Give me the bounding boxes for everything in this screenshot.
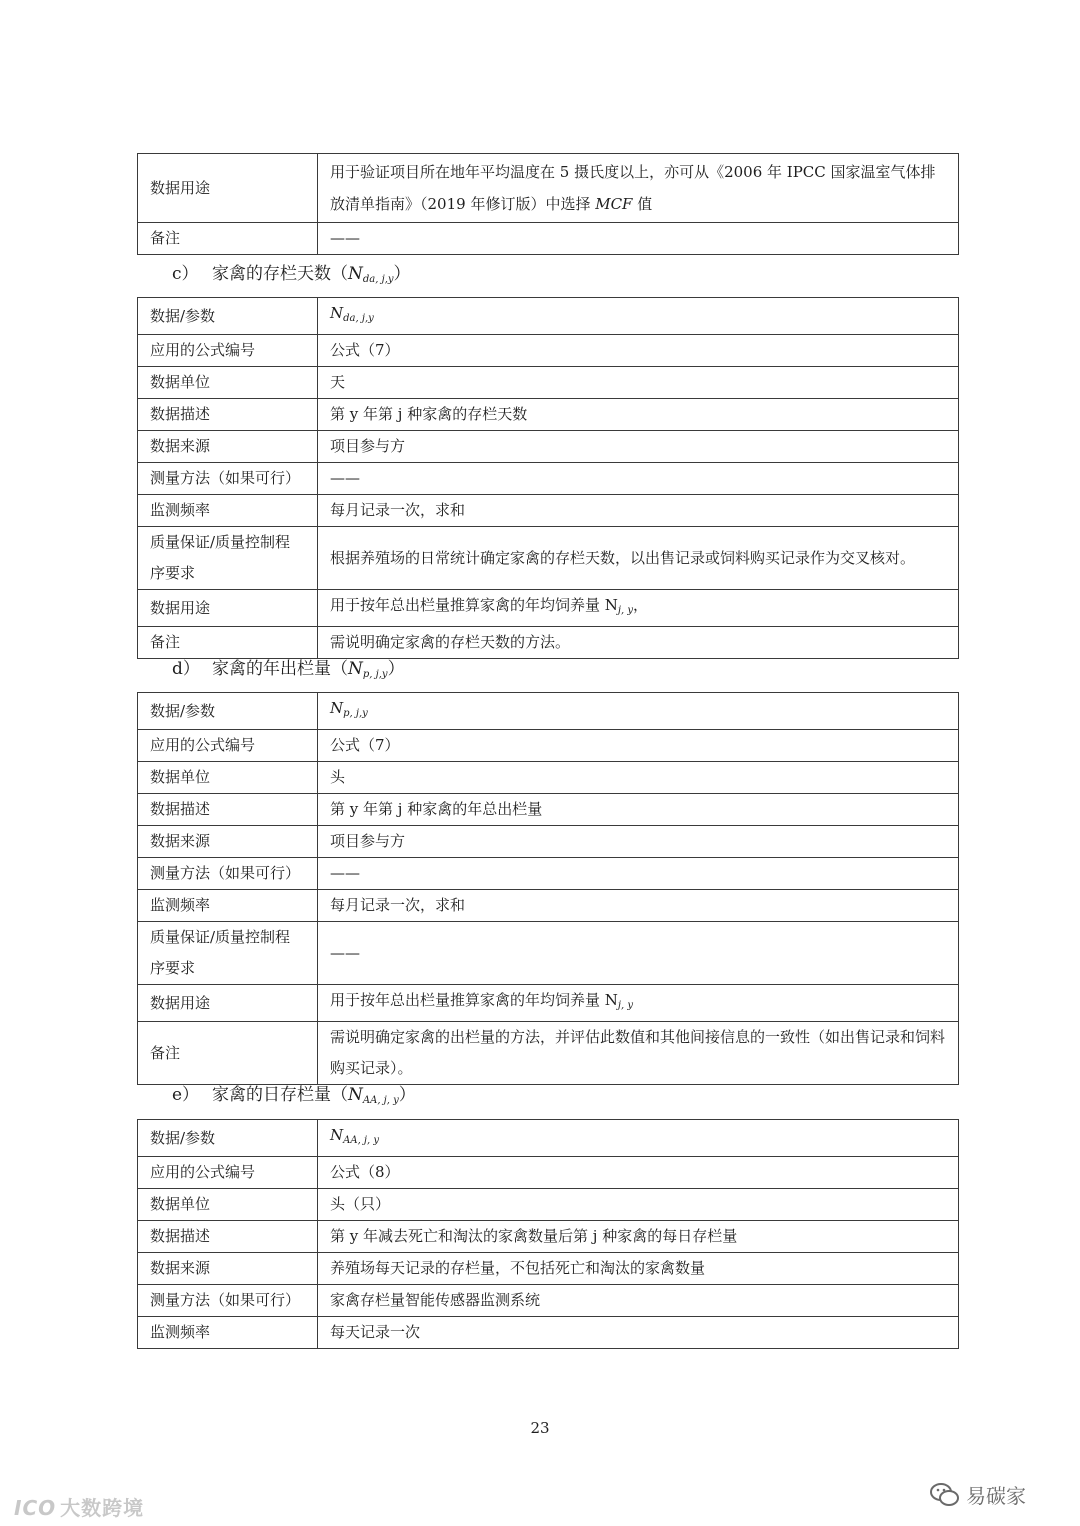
- row-value: [318, 298, 959, 335]
- table-row: [138, 922, 959, 985]
- row-key: 数据单位: [138, 1189, 318, 1221]
- row-value: [318, 590, 959, 627]
- row-key: 数据单位: [138, 367, 318, 399]
- table-row: [138, 985, 959, 1022]
- row-value: 公式（7）: [318, 335, 959, 367]
- row-value: 项目参与方: [318, 826, 959, 858]
- row-key: 测量方法（如果可行）: [138, 1285, 318, 1317]
- section-letter: e）: [172, 1085, 200, 1105]
- table-row: [138, 590, 959, 627]
- param-symbol: N: [330, 1126, 344, 1144]
- row-key: 数据来源: [138, 826, 318, 858]
- row-key: 监测频率: [138, 1317, 318, 1349]
- param-subscript: AA, j, y: [343, 1135, 380, 1146]
- usage-subscript: j, y: [617, 1000, 634, 1011]
- section-symbol: N: [348, 264, 363, 284]
- table-row: [138, 1157, 959, 1189]
- table-row: [138, 826, 959, 858]
- page-number: 23: [530, 1419, 550, 1437]
- table-row: [138, 1317, 959, 1349]
- param-subscript: p, j,y: [343, 708, 368, 719]
- table-row: [138, 399, 959, 431]
- usage-text: 用于按年总出栏量推算家禽的年均饲养量 N: [330, 991, 618, 1009]
- row-value: 每天记录一次: [318, 1317, 959, 1349]
- row-value: 头（只）: [318, 1189, 959, 1221]
- row-value: 第 y 年减去死亡和淘汰的家禽数量后第 j 种家禽的每日存栏量: [318, 1221, 959, 1253]
- section-subscript: p, j,y: [362, 669, 388, 680]
- row-key: 数据来源: [138, 431, 318, 463]
- row-value: 公式（7）: [318, 730, 959, 762]
- row-key: 数据/参数: [138, 298, 318, 335]
- row-key: 应用的公式编号: [138, 1157, 318, 1189]
- table-row: [138, 463, 959, 495]
- watermark-logo-icon: ICO: [14, 1496, 57, 1520]
- row-value: ——: [318, 463, 959, 495]
- section-heading-d: [172, 657, 405, 687]
- table-row: [138, 431, 959, 463]
- row-value: 家禽存栏量智能传感器监测系统: [318, 1285, 959, 1317]
- row-key: 备注: [138, 223, 318, 255]
- row-value: 第 y 年第 j 种家禽的年总出栏量: [318, 794, 959, 826]
- usage-subscript: j, y: [617, 605, 634, 616]
- section-title: 家禽的存栏天数（: [212, 264, 348, 284]
- watermark-left: [14, 1492, 144, 1521]
- table-row: [138, 1022, 959, 1085]
- table-row: [138, 1120, 959, 1157]
- section-letter: c）: [172, 264, 199, 284]
- table-row: [138, 527, 959, 590]
- usage-tail: ，: [633, 596, 649, 614]
- section-heading-c: [172, 262, 411, 292]
- section-close: ）: [387, 659, 405, 679]
- row-key: 质量保证/质量控制程序要求: [138, 527, 318, 590]
- section-close: ）: [398, 1085, 416, 1105]
- row-key: 测量方法（如果可行）: [138, 858, 318, 890]
- watermark-right-text: 易碳家: [966, 1484, 1026, 1508]
- row-value: 养殖场每天记录的存栏量，不包括死亡和淘汰的家禽数量: [318, 1253, 959, 1285]
- table-row: [138, 154, 959, 223]
- row-value: 公式（8）: [318, 1157, 959, 1189]
- row-value: 第 y 年第 j 种家禽的存栏天数: [318, 399, 959, 431]
- row-value: 需说明确定家禽的存栏天数的方法。: [318, 627, 959, 659]
- section-title: 家禽的日存栏量（: [212, 1085, 348, 1105]
- row-value: 根据养殖场的日常统计确定家禽的存栏天数，以出售记录或饲料购买记录作为交叉核对。: [318, 527, 959, 590]
- table-row: [138, 1285, 959, 1317]
- section-close: ）: [393, 264, 411, 284]
- param-symbol: N: [330, 304, 344, 322]
- table-row: [138, 335, 959, 367]
- row-key: 数据/参数: [138, 693, 318, 730]
- usage-text: 用于按年总出栏量推算家禽的年均饲养量 N: [330, 596, 618, 614]
- row-value: 项目参与方: [318, 431, 959, 463]
- row-key: 数据描述: [138, 1221, 318, 1253]
- row-key: 测量方法（如果可行）: [138, 463, 318, 495]
- section-subscript: AA, j, y: [362, 1095, 399, 1106]
- row-value: ——: [318, 858, 959, 890]
- table-row: [138, 627, 959, 659]
- row-value: [318, 1120, 959, 1157]
- table-row: [138, 794, 959, 826]
- row-value: 天: [318, 367, 959, 399]
- row-key: 应用的公式编号: [138, 335, 318, 367]
- param-symbol: N: [330, 699, 344, 717]
- table-row: [138, 730, 959, 762]
- row-key: 数据用途: [138, 154, 318, 223]
- watermark-left-text: 大数跨境: [60, 1496, 145, 1520]
- wechat-icon: [930, 1482, 960, 1508]
- row-key: 备注: [138, 627, 318, 659]
- row-key: 监测频率: [138, 890, 318, 922]
- row-value: [318, 985, 959, 1022]
- row-key: 数据/参数: [138, 1120, 318, 1157]
- row-key: 监测频率: [138, 495, 318, 527]
- row-value: 头: [318, 762, 959, 794]
- row-value: ——: [318, 223, 959, 255]
- row-value: [318, 693, 959, 730]
- row-key: 数据用途: [138, 985, 318, 1022]
- row-value: 每月记录一次，求和: [318, 495, 959, 527]
- row-value: 需说明确定家禽的出栏量的方法，并评估此数值和其他间接信息的一致性（如出售记录和饲料购买记录）。: [318, 1022, 959, 1085]
- table-section-e: [137, 1119, 959, 1349]
- row-key: 质量保证/质量控制程序要求: [138, 922, 318, 985]
- table-row: [138, 1253, 959, 1285]
- table-row: [138, 693, 959, 730]
- row-key: 数据描述: [138, 399, 318, 431]
- table-row: [138, 495, 959, 527]
- table-row: [138, 1221, 959, 1253]
- table-row: [138, 762, 959, 794]
- table-row: [138, 223, 959, 255]
- watermark-right: [930, 1480, 1026, 1509]
- row-key: 数据用途: [138, 590, 318, 627]
- row-value: 每月记录一次，求和: [318, 890, 959, 922]
- param-subscript: da, j,y: [343, 313, 374, 324]
- table-row: [138, 1189, 959, 1221]
- section-symbol: N: [348, 1085, 363, 1105]
- section-letter: d）: [172, 659, 200, 679]
- section-subscript: da, j,y: [362, 274, 394, 285]
- section-heading-e: [172, 1083, 416, 1113]
- row-value: ——: [318, 922, 959, 985]
- table-continuation: [137, 153, 959, 255]
- row-key: 应用的公式编号: [138, 730, 318, 762]
- row-key: 备注: [138, 1022, 318, 1085]
- row-value: 用于验证项目所在地年平均温度在 5 摄氏度以上，亦可从《2006 年 IPCC 国家温室气体排放清单指南》（2019 年修订版）中选择 MCF 值: [318, 154, 959, 223]
- row-key: 数据描述: [138, 794, 318, 826]
- row-key: 数据单位: [138, 762, 318, 794]
- table-row: [138, 367, 959, 399]
- table-section-d: [137, 692, 959, 1085]
- section-symbol: N: [348, 659, 363, 679]
- table-row: [138, 890, 959, 922]
- row-key: 数据来源: [138, 1253, 318, 1285]
- table-row: [138, 858, 959, 890]
- table-row: [138, 298, 959, 335]
- table-section-c: [137, 297, 959, 659]
- section-title: 家禽的年出栏量（: [212, 659, 348, 679]
